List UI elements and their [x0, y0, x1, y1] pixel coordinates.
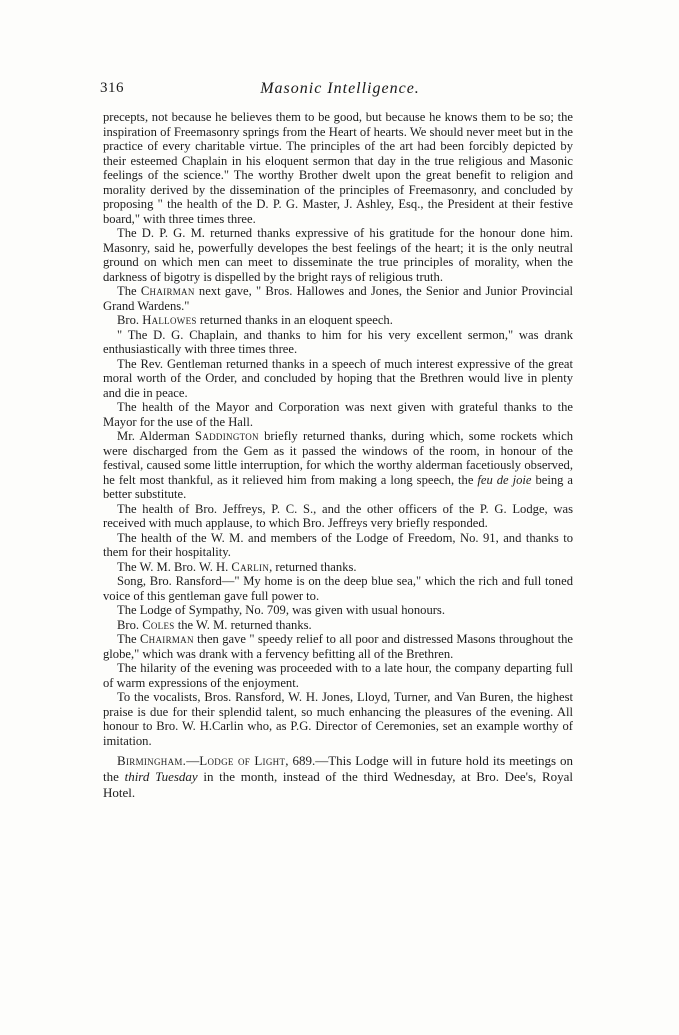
speaker-name: Saddington [195, 429, 259, 443]
speaker-name: Coles [142, 617, 175, 632]
speaker-name: Hallowes [142, 313, 197, 327]
speaker-name: Chairman [139, 632, 194, 646]
paragraph-text: then gave " speedy relief to all poor and distressed Masons throughout the globe," which was drank with a fervency befitting all of the Brethren. [103, 632, 573, 661]
paragraph-text: briefly returned thanks, during which, some rockets which were discharged from the Gem as it passed the windows of the room, in honour of the festival, caused some little interruption, for which the worthy alderman facetiously observed, he felt most thankful, as it relieved him from making a long speech, the [103, 429, 573, 487]
italic-phrase: feu de joie [477, 472, 532, 487]
paragraph-text: next gave, " Bros. Hallowes and Jones, the Senior and Junior Provincial Grand Wardens." [103, 284, 574, 313]
paragraph: precepts, not because he believes them to be good, but because he knows them to be so; the inspiration of Freemasonry springs from the Heart of hearts. We should never meet but in the practice of every charitable virtue. The principles of the art had been forcibly depicted by their esteemed Chaplain in his eloquent sermon that day in the true religious and Masonic feelings of the science." The worthy Brother dwelt upon the great benefit to religion and morality derived by the dissemination of the principles of Freemasonry, and concluded by proposing " the health of the D. P. G. Master, J. Ashley, Esq., the President at their festive board," with three times three. [103, 110, 573, 226]
paragraph: The health of the Mayor and Corporation was next given with grateful thanks to the Mayor for the use of the Hall. [103, 400, 573, 429]
paragraph-text: being a better substitute. [103, 472, 573, 501]
lodge-name: Lodge of Light [199, 753, 286, 768]
paragraph: The health of the W. M. and members of the Lodge of Freedom, No. 91, and thanks to them for their hospitality. [103, 530, 573, 559]
paragraph [103, 429, 573, 502]
paragraph-text: returned thanks in an eloquent speech. [196, 313, 393, 327]
paragraph [103, 560, 573, 575]
paragraph: The D. P. G. M. returned thanks expressive of his gratitude for the honour done him. Masonry, said he, powerfully developes the best feelings of the heart; it is the only neutral ground on which men can meet to disseminate the true principles of morality, when the darkness of bigotry is dispelled by the bright rays of religious truth. [103, 226, 573, 284]
paragraph-text: in the month, instead of the third Wednesday, at Bro. Dee's, Royal Hotel. [103, 769, 573, 800]
place-name: Birmingham. [117, 753, 187, 768]
paragraph-text: the W. M. returned thanks. [174, 617, 312, 632]
paragraph-text: Bro. [117, 617, 143, 632]
lodge-notice [103, 753, 573, 801]
paragraph-text: Mr. Alderman [117, 429, 196, 443]
paragraph [103, 313, 573, 328]
paragraph [103, 632, 573, 661]
speaker-name: Chairman [140, 284, 195, 298]
paragraph: The hilarity of the evening was proceeded with to a late hour, the company departing full of warm expressions of the enjoyment. [103, 661, 573, 690]
article-body [103, 110, 573, 801]
paragraph: To the vocalists, Bros. Ransford, W. H. Jones, Lloyd, Turner, and Van Buren, the highest praise is due for their splendid talent, so much enhancing the pleasures of the evening. All honour to Bro. W. H.Carlin who, as P.G. Director of Ceremonies, set an example worthy of imitation. [103, 690, 573, 748]
paragraph: Song, Bro. Ransford—" My home is on the deep blue sea," which the rich and full toned voice of this gentleman gave full power to. [103, 574, 573, 603]
italic-phrase: third Tuesday [124, 769, 198, 784]
paragraph-text: , 689.—This Lodge will in future hold its meetings on the [103, 753, 573, 784]
paragraph: The Rev. Gentleman returned thanks in a speech of much interest expressive of the great moral worth of the Order, and concluded by hoping that the Brethren would live in plenty and die in peace. [103, 356, 573, 400]
running-head: Masonic Intelligence. [260, 80, 420, 97]
page-number: 316 [100, 80, 124, 96]
paragraph: The Lodge of Sympathy, No. 709, was given with usual honours. [117, 603, 445, 617]
page-header [100, 80, 580, 106]
paragraph: The Chairman next gave, " Bros. Hallowes and Jones, the Senior and Junior Provincial Grand Wardens." [103, 284, 574, 313]
paragraph [103, 618, 573, 633]
paragraph: The health of Bro. Jeffreys, P. C. S., and the other officers of the P. G. Lodge, was received with much applause, to which Bro. Jeffreys very briefly responded. [103, 501, 573, 530]
paragraph-text: The W. M. Bro. W. H. [117, 559, 232, 574]
paragraph: " The D. G. Chaplain, and thanks to him for his very excellent sermon," was drank enthusiastically with three times three. [103, 327, 573, 356]
paragraph-text: The [117, 632, 140, 646]
paragraph-text: Bro. [117, 313, 143, 327]
paragraph-text: — [186, 753, 200, 768]
paragraph-text: , returned thanks. [269, 559, 357, 574]
speaker-name: Carlin [231, 559, 270, 574]
